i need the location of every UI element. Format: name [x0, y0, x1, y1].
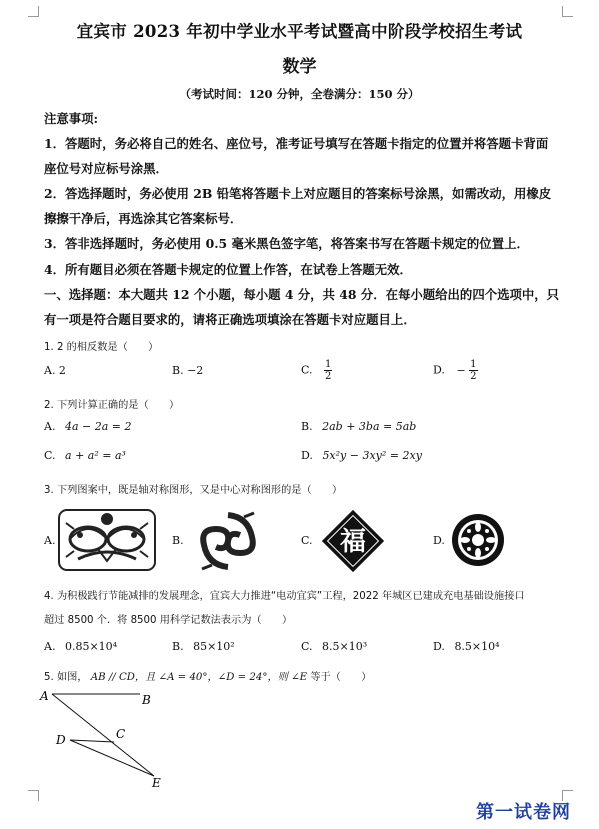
fu-glyph: 福	[339, 527, 367, 557]
q5-stem-suffix: 等于（ ）	[310, 672, 372, 683]
q4-option-c	[301, 640, 367, 653]
q2-option-c	[44, 449, 126, 462]
notice-item: 3．答非选择题时，务必使用 0.5 毫米黑色签字笔，将答案书写在答题卡规定的位置上．	[44, 236, 529, 251]
notice-item: 4．所有题目必须在答题卡规定的位置上作答，在试卷上答题无效．	[44, 262, 412, 277]
minus-sign: −	[456, 363, 466, 377]
notice-item: 1．答题时，务必将自己的姓名、座位号，准考证号填写在答题卡指定的位置并将答题卡背面	[44, 136, 549, 151]
q4-option-d-label: D.	[433, 640, 445, 653]
q1-option-d	[433, 359, 478, 382]
subject-title: 数学	[282, 57, 317, 77]
question-4-stem: 4. 为积极践行节能减排的发展理念，宜宾大力推进“电动宜宾”工程，2022 年城区已建成充电基础设施接口	[44, 591, 525, 602]
fraction-denominator: 2	[470, 371, 477, 382]
q1-option-b: B. −2	[172, 364, 204, 377]
crop-mark-top-left	[28, 6, 39, 17]
question-1-stem: 1. 2 的相反数是（ ）	[44, 342, 159, 353]
q3-option-b-label: B.	[172, 534, 184, 547]
q2-option-b	[301, 420, 416, 433]
q4-option-b-label: B.	[172, 640, 184, 653]
circular-medallion-pattern-image	[450, 512, 506, 568]
notice-heading: 注意事项:	[44, 111, 99, 126]
q2-option-d-expr: 5x²y − 3xy² = 2xy	[322, 449, 422, 462]
q2-option-a-expr: 4a − 2a = 2	[64, 420, 132, 433]
notice-item: 座位号对应标号涂黑．	[44, 161, 168, 176]
q5-geometry-figure	[36, 688, 176, 788]
section-instructions: 一、选择题：本大题共 12 个小题，每小题 4 分，共 48 分．在每小题给出的四个选项中，只	[44, 287, 560, 302]
q2-option-c-label: C.	[44, 449, 56, 462]
q4-option-d-expr: 8.5×10⁴	[454, 640, 500, 653]
exam-info: （考试时间：120 分钟，全卷满分：150 分）	[179, 87, 420, 101]
q2-option-d-label: D.	[301, 449, 313, 462]
q2-option-c-expr: a + a² = a³	[65, 449, 126, 462]
q5-stem-math: AB // CD，且 ∠A = 40°，∠D = 24°，则 ∠E	[90, 672, 308, 683]
question-2-stem: 2. 下列计算正确的是（ ）	[44, 400, 180, 411]
fraction-denominator: 2	[325, 371, 332, 382]
q2-option-b-label: B.	[301, 420, 313, 433]
q1-option-c-label: C.	[301, 363, 313, 377]
point-label-e: E	[152, 776, 161, 788]
q4-option-b	[172, 640, 235, 653]
q4-option-a-expr: 0.85×10⁴	[64, 640, 118, 653]
fraction-numerator: 1	[325, 359, 332, 370]
q4-option-b-expr: 85×10²	[193, 640, 235, 653]
paper-cut-fish-pattern-image	[58, 509, 156, 571]
q5-stem-prefix: 5. 如图，	[44, 672, 88, 683]
paper-cut-swirl-fish-image	[196, 509, 260, 573]
q4-option-a	[44, 640, 117, 653]
q2-option-d	[301, 449, 422, 462]
question-4-stem: 超过 8500 个．将 8500 用科学记数法表示为（ ）	[44, 615, 293, 626]
q4-option-c-expr: 8.5×10³	[322, 640, 368, 653]
segment-ae	[52, 694, 154, 776]
point-label-c: C	[116, 727, 126, 741]
segment-de	[70, 740, 154, 776]
q4-option-c-label: C.	[301, 640, 313, 653]
q2-option-a	[44, 420, 132, 433]
question-3-stem: 3. 下列图案中，既是轴对称图形，又是中心对称图形的是（ ）	[44, 485, 343, 496]
site-watermark: 第一试卷网	[476, 802, 571, 823]
point-label-b: B	[142, 693, 151, 707]
q1-option-c	[301, 359, 332, 382]
fu-character-diamond-image	[320, 508, 386, 574]
q2-option-a-label: A.	[44, 420, 56, 433]
q3-option-d-label: D.	[433, 534, 445, 547]
q3-option-c-label: C.	[301, 534, 313, 547]
point-label-d: D	[56, 733, 66, 747]
q4-option-d	[433, 640, 500, 653]
fraction-numerator: 1	[470, 359, 477, 370]
fraction	[324, 359, 332, 382]
q2-option-b-expr: 2ab + 3ba = 5ab	[322, 420, 417, 433]
question-5-stem	[44, 668, 371, 683]
notice-item: 2．答选择题时，务必使用 2B 铅笔将答题卡上对应题目的答案标号涂黑，如需改动，用橡皮	[44, 186, 552, 201]
q4-option-a-label: A.	[44, 640, 56, 653]
fraction	[469, 359, 477, 382]
crop-mark-top-right	[562, 6, 573, 17]
exam-title: 宜宾市 2023 年初中学业水平考试暨高中阶段学校招生考试	[76, 22, 523, 41]
q1-option-a: A. 2	[44, 364, 66, 377]
q3-option-a-label: A.	[44, 534, 56, 547]
q1-option-d-label: D.	[433, 363, 445, 377]
notice-item: 擦擦干净后，再选涂其它答案标号．	[44, 211, 243, 226]
crop-mark-bottom-left	[28, 790, 39, 801]
section-instructions: 有一项是符合题目要求的，请将正确选项填涂在答题卡对应题目上．	[44, 312, 416, 327]
point-label-a: A	[40, 689, 49, 703]
segment-dc	[70, 740, 114, 742]
